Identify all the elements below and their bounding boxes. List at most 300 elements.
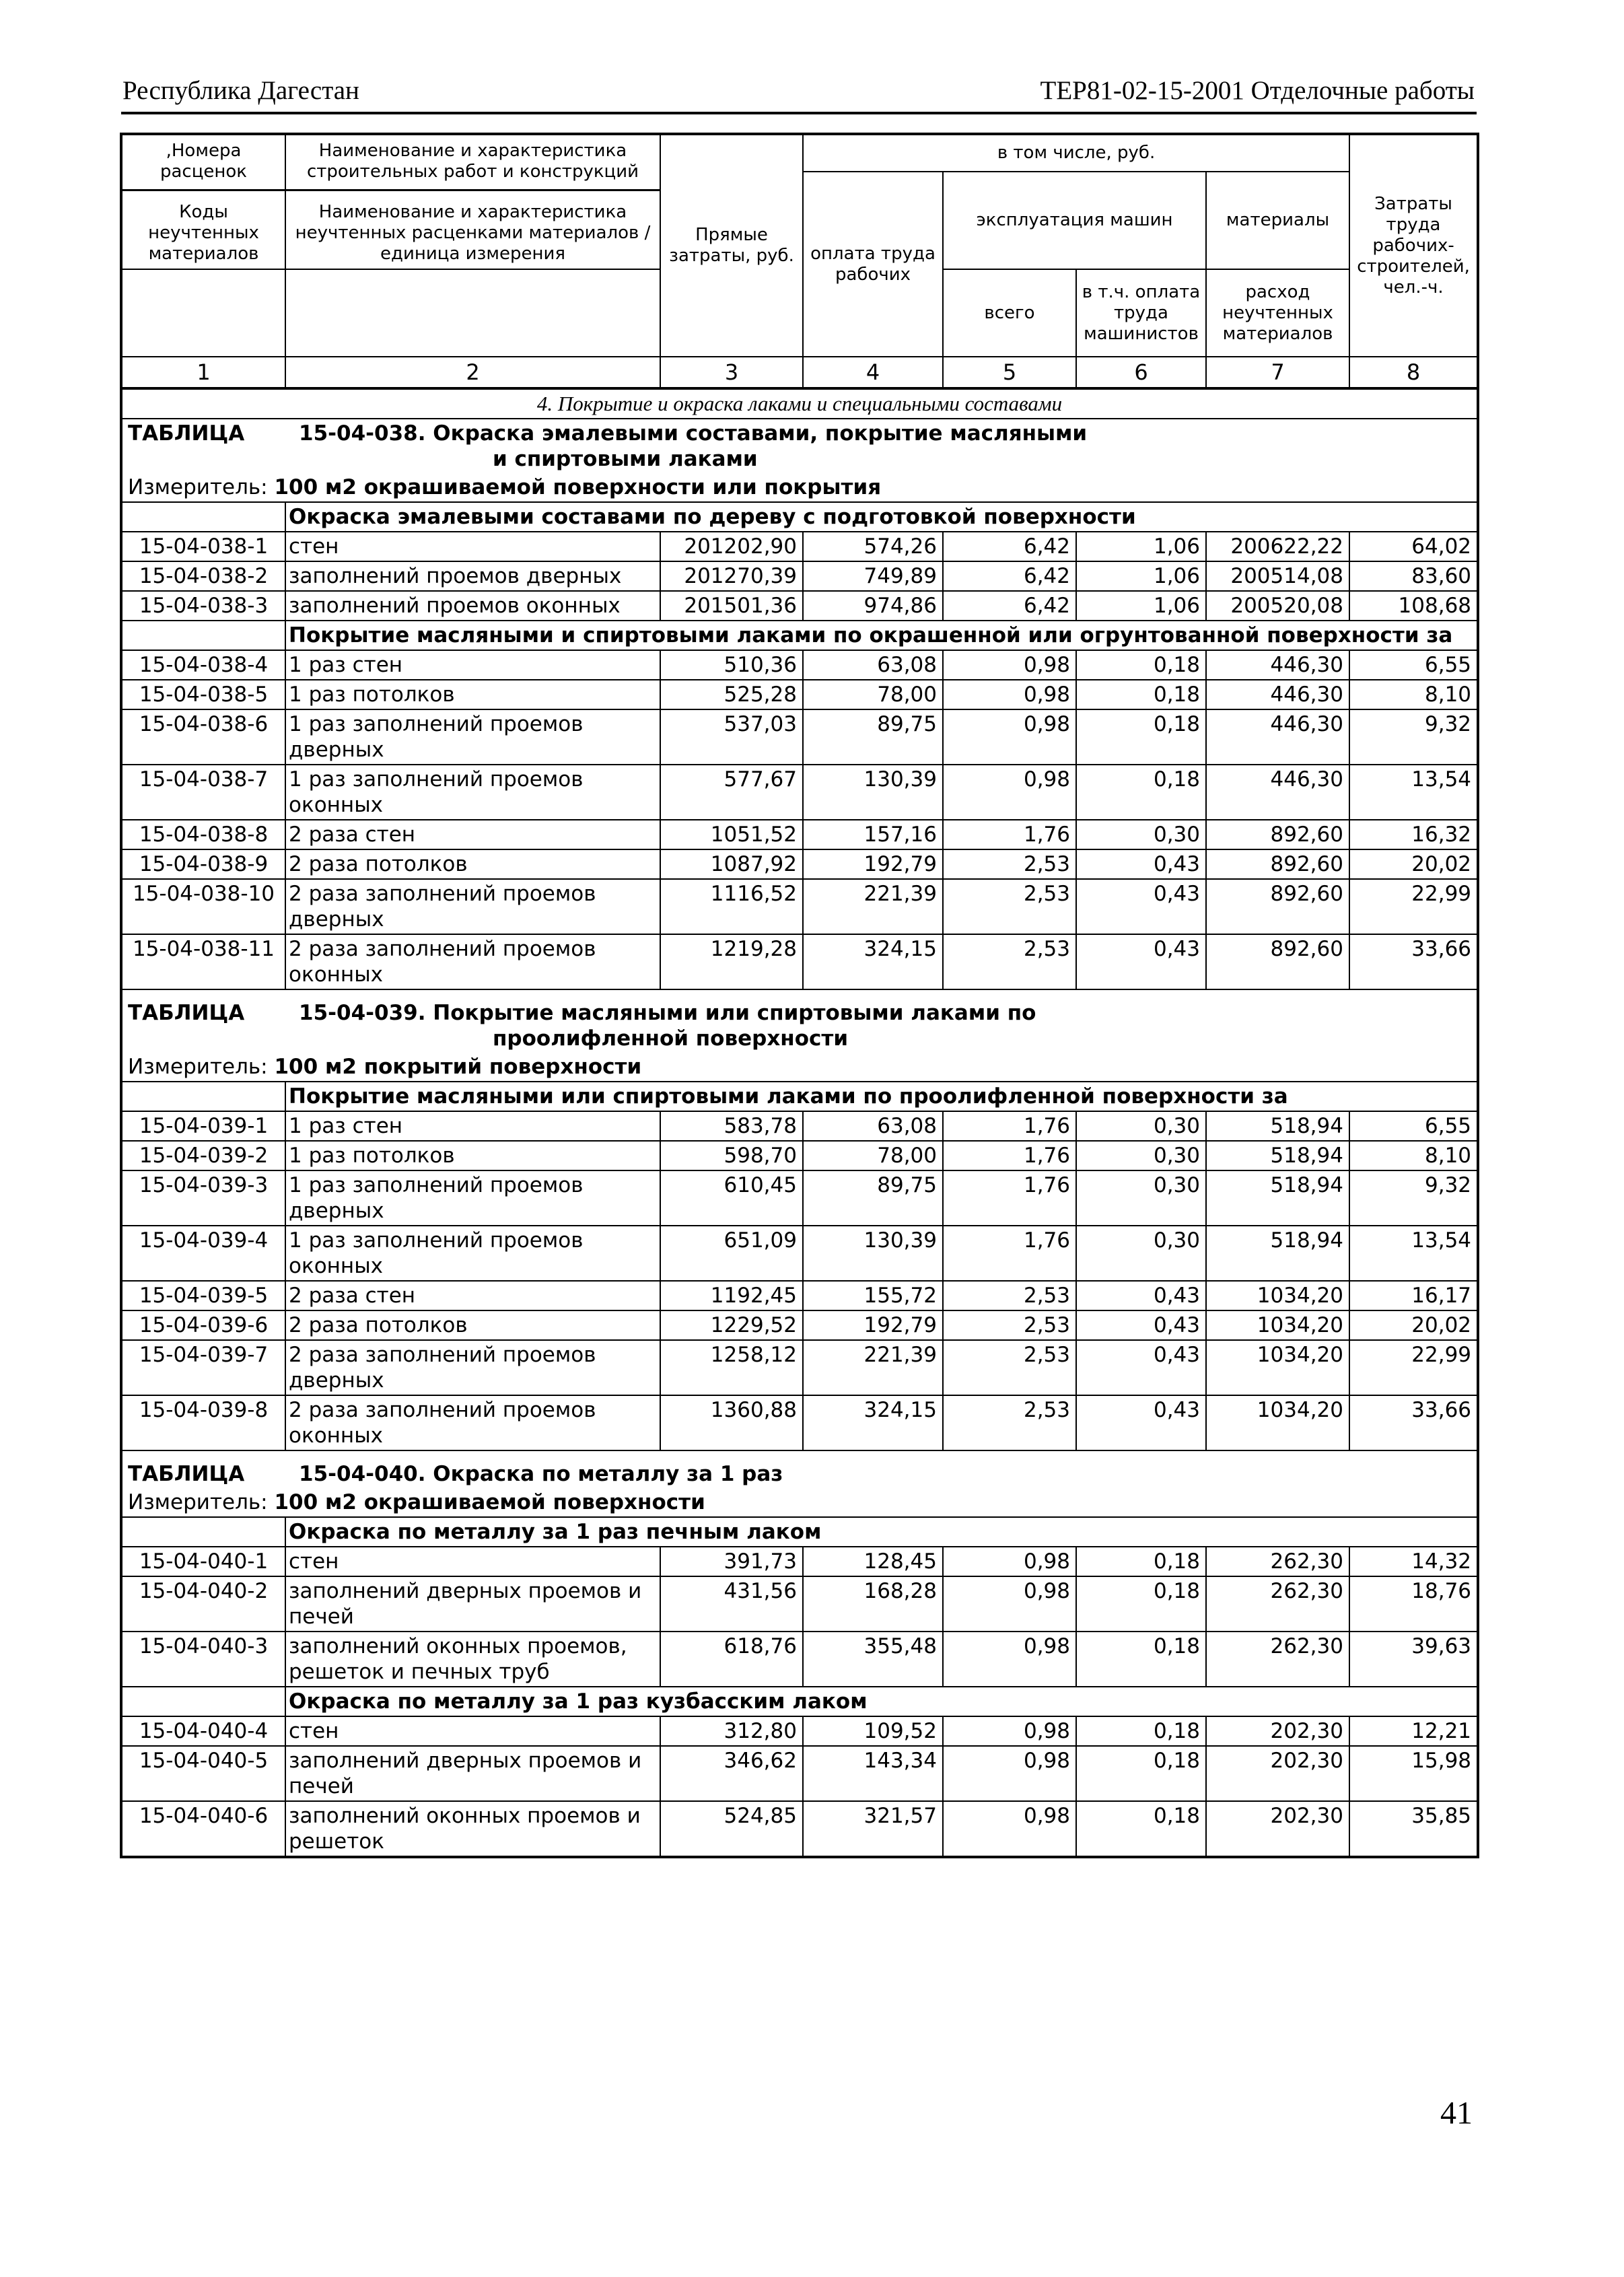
machines-total: 0,98: [943, 709, 1076, 765]
group-title-blank: [122, 621, 285, 650]
wages: 63,08: [803, 650, 943, 680]
work-name: заполнений оконных проемов и решеток: [285, 1801, 660, 1857]
machinists-wages: 1,06: [1076, 561, 1206, 591]
materials: 518,94: [1206, 1111, 1349, 1141]
direct-costs: 1051,52: [660, 820, 803, 849]
labor-hours: 6,55: [1349, 1111, 1477, 1141]
direct-costs: 651,09: [660, 1226, 803, 1281]
table-row: [122, 709, 1477, 765]
wages: 109,52: [803, 1716, 943, 1746]
work-name: заполнений оконных проемов, решеток и печных труб: [285, 1632, 660, 1687]
work-name: 1 раз стен: [285, 650, 660, 680]
machinists-wages: 0,43: [1076, 1395, 1206, 1450]
wages: 168,28: [803, 1576, 943, 1632]
materials: 518,94: [1206, 1170, 1349, 1226]
machines-total: 6,42: [943, 591, 1076, 621]
direct-costs: 610,45: [660, 1170, 803, 1226]
col-header-spacer-1: [122, 269, 285, 357]
col-header-materials-use: расход неучтенных материалов: [1206, 269, 1349, 357]
measure-value: 100 м2 окрашиваемой поверхности или покрытия: [274, 475, 882, 499]
column-number: 3: [660, 357, 803, 388]
materials: 200622,22: [1206, 532, 1349, 561]
column-number: 6: [1076, 357, 1206, 388]
work-name: 2 раза стен: [285, 1281, 660, 1310]
rate-code: 15-04-038-8: [122, 820, 285, 849]
table-title-row: [122, 999, 1477, 1053]
materials: 892,60: [1206, 849, 1349, 879]
bottom-border-cell: [122, 1857, 1477, 1858]
materials: 262,30: [1206, 1547, 1349, 1576]
rate-code: 15-04-040-6: [122, 1801, 285, 1857]
materials: 1034,20: [1206, 1281, 1349, 1310]
rate-code: 15-04-038-11: [122, 934, 285, 989]
measure-row: [122, 1488, 1477, 1517]
labor-hours: 64,02: [1349, 532, 1477, 561]
table-row: [122, 849, 1477, 879]
labor-hours: 83,60: [1349, 561, 1477, 591]
work-name: стен: [285, 1716, 660, 1746]
work-name: 1 раз заполнений проемов дверных: [285, 1170, 660, 1226]
direct-costs: 525,28: [660, 680, 803, 709]
wages: 221,39: [803, 1340, 943, 1395]
measure-unit: [122, 473, 1477, 502]
table-row: [122, 1547, 1477, 1576]
machines-total: 0,98: [943, 1576, 1076, 1632]
table-row: [122, 1141, 1477, 1170]
machinists-wages: 0,18: [1076, 1746, 1206, 1801]
table-code: 15-04-040.: [299, 1462, 426, 1486]
machines-total: 0,98: [943, 1716, 1076, 1746]
measure-label: Измеритель:: [128, 1055, 268, 1079]
table-title: [122, 419, 1477, 473]
column-numbers-row: [122, 357, 1477, 388]
labor-hours: 16,17: [1349, 1281, 1477, 1310]
table-title-row: [122, 1460, 1477, 1488]
direct-costs: 1116,52: [660, 879, 803, 934]
rate-code: 15-04-038-3: [122, 591, 285, 621]
rate-code: 15-04-040-5: [122, 1746, 285, 1801]
col-header-wages: оплата труда рабочих: [803, 172, 943, 357]
machinists-wages: 0,30: [1076, 1141, 1206, 1170]
work-name: 1 раз заполнений проемов оконных: [285, 1226, 660, 1281]
group-title: Покрытие масляными и спиртовыми лаками по окрашенной или огрунтованной поверхности за: [285, 621, 1477, 650]
column-number: 4: [803, 357, 943, 388]
labor-hours: 8,10: [1349, 680, 1477, 709]
table-title: [122, 999, 1477, 1053]
table-row: [122, 820, 1477, 849]
machinists-wages: 0,18: [1076, 709, 1206, 765]
direct-costs: 201270,39: [660, 561, 803, 591]
labor-hours: 33,66: [1349, 1395, 1477, 1450]
labor-hours: 33,66: [1349, 934, 1477, 989]
labor-hours: 39,63: [1349, 1632, 1477, 1687]
wages: 749,89: [803, 561, 943, 591]
measure-value: 100 м2 окрашиваемой поверхности: [274, 1490, 705, 1514]
direct-costs: 524,85: [660, 1801, 803, 1857]
table-row: [122, 1746, 1477, 1801]
wages: 324,15: [803, 934, 943, 989]
work-name: 2 раза заполнений проемов дверных: [285, 1340, 660, 1395]
work-name: заполнений проемов дверных: [285, 561, 660, 591]
machinists-wages: 0,18: [1076, 680, 1206, 709]
table-label: ТАБЛИЦА: [128, 421, 245, 446]
wages: 355,48: [803, 1632, 943, 1687]
machines-total: 0,98: [943, 1547, 1076, 1576]
machines-total: 1,76: [943, 1226, 1076, 1281]
table-label: ТАБЛИЦА: [128, 1001, 245, 1025]
col-header-spacer-2: [285, 269, 660, 357]
group-title-blank: [122, 1687, 285, 1716]
work-name: заполнений дверных проемов и печей: [285, 1576, 660, 1632]
rate-code: 15-04-039-4: [122, 1226, 285, 1281]
machinists-wages: 0,43: [1076, 1281, 1206, 1310]
col-header-direct-costs: Прямые затраты, руб.: [660, 135, 803, 357]
machinists-wages: 1,06: [1076, 591, 1206, 621]
table-row: [122, 1281, 1477, 1310]
table-code: 15-04-038.: [299, 421, 426, 446]
wages: 155,72: [803, 1281, 943, 1310]
wages: 128,45: [803, 1547, 943, 1576]
machinists-wages: 0,43: [1076, 1310, 1206, 1340]
materials: 518,94: [1206, 1141, 1349, 1170]
wages: 130,39: [803, 1226, 943, 1281]
table-row: [122, 1716, 1477, 1746]
table-title-line2: проолифленной поверхности: [493, 1026, 849, 1051]
work-name: стен: [285, 1547, 660, 1576]
rate-code: 15-04-038-6: [122, 709, 285, 765]
section-title: 4. Покрытие и окраска лаками и специальными составами: [122, 389, 1477, 419]
machines-total: 2,53: [943, 1395, 1076, 1450]
work-name: стен: [285, 532, 660, 561]
direct-costs: 1087,92: [660, 849, 803, 879]
rate-code: 15-04-038-1: [122, 532, 285, 561]
machinists-wages: 0,18: [1076, 1716, 1206, 1746]
work-name: 1 раз заполнений проемов оконных: [285, 765, 660, 820]
direct-costs: 346,62: [660, 1746, 803, 1801]
labor-hours: 22,99: [1349, 879, 1477, 934]
wages: 192,79: [803, 1310, 943, 1340]
col-header-codes: ,Номера расценок Коды неучтенных материалов: [122, 135, 285, 269]
col-header-machines-total: всего: [943, 269, 1076, 357]
wages: 143,34: [803, 1746, 943, 1801]
materials: 892,60: [1206, 820, 1349, 849]
group-title-row: [122, 1687, 1477, 1716]
labor-hours: 22,99: [1349, 1340, 1477, 1395]
materials: 446,30: [1206, 680, 1349, 709]
direct-costs: 618,76: [660, 1632, 803, 1687]
machinists-wages: 1,06: [1076, 532, 1206, 561]
materials: 262,30: [1206, 1632, 1349, 1687]
materials: 202,30: [1206, 1716, 1349, 1746]
group-title-blank: [122, 1082, 285, 1111]
table-title-line1: Окраска эмалевыми составами, покрытие масляными: [433, 421, 1088, 446]
materials: 1034,20: [1206, 1395, 1349, 1450]
rate-code: 15-04-039-1: [122, 1111, 285, 1141]
table-row: [122, 1226, 1477, 1281]
work-name: 1 раз потолков: [285, 1141, 660, 1170]
direct-costs: 1360,88: [660, 1395, 803, 1450]
table-row: [122, 1801, 1477, 1857]
machinists-wages: 0,43: [1076, 934, 1206, 989]
wages: 89,75: [803, 709, 943, 765]
direct-costs: 1229,52: [660, 1310, 803, 1340]
measure-unit: [122, 1053, 1477, 1082]
machines-total: 2,53: [943, 1281, 1076, 1310]
wages: 321,57: [803, 1801, 943, 1857]
measure-unit: [122, 1488, 1477, 1517]
col-header-materials: материалы: [1206, 172, 1349, 269]
group-title-row: [122, 1517, 1477, 1547]
labor-hours: 8,10: [1349, 1141, 1477, 1170]
rate-code: 15-04-040-4: [122, 1716, 285, 1746]
machinists-wages: 0,18: [1076, 1547, 1206, 1576]
direct-costs: 201202,90: [660, 532, 803, 561]
column-number: 5: [943, 357, 1076, 388]
work-name: 2 раза заполнений проемов дверных: [285, 879, 660, 934]
materials: 1034,20: [1206, 1340, 1349, 1395]
table-code: 15-04-039.: [299, 1001, 426, 1025]
materials: 518,94: [1206, 1226, 1349, 1281]
machines-total: 0,98: [943, 765, 1076, 820]
table-row: [122, 879, 1477, 934]
labor-hours: 35,85: [1349, 1801, 1477, 1857]
price-sheet: [120, 133, 1479, 1858]
machines-total: 0,98: [943, 1801, 1076, 1857]
section-title-row: [122, 389, 1477, 419]
table-label: ТАБЛИЦА: [128, 1462, 245, 1486]
rate-code: 15-04-039-6: [122, 1310, 285, 1340]
column-number: 7: [1206, 357, 1349, 388]
work-name: 1 раз заполнений проемов дверных: [285, 709, 660, 765]
direct-costs: 537,03: [660, 709, 803, 765]
column-number: 2: [285, 357, 660, 388]
col-header-machinists: в т.ч. оплата труда машинистов: [1076, 269, 1206, 357]
wages: 574,26: [803, 532, 943, 561]
direct-costs: 431,56: [660, 1576, 803, 1632]
table-spacer: [122, 989, 1477, 999]
machines-total: 1,76: [943, 1170, 1076, 1226]
labor-hours: 20,02: [1349, 849, 1477, 879]
direct-costs: 391,73: [660, 1547, 803, 1576]
wages: 130,39: [803, 765, 943, 820]
wages: 974,86: [803, 591, 943, 621]
rate-code: 15-04-040-3: [122, 1632, 285, 1687]
rate-code: 15-04-040-1: [122, 1547, 285, 1576]
price-table-body: [122, 388, 1477, 1858]
group-title: Окраска по металлу за 1 раз печным лаком: [285, 1517, 1477, 1547]
work-name: 2 раза заполнений проемов оконных: [285, 1395, 660, 1450]
page-number: 41: [1440, 2095, 1473, 2131]
direct-costs: 1219,28: [660, 934, 803, 989]
page-header-document: ТЕР81-02-15-2001 Отделочные работы: [1040, 76, 1475, 105]
machines-total: 6,42: [943, 561, 1076, 591]
rate-code: 15-04-038-2: [122, 561, 285, 591]
table-row: [122, 1111, 1477, 1141]
table-row: [122, 1340, 1477, 1395]
machines-total: 6,42: [943, 532, 1076, 561]
table-spacer: [122, 1450, 1477, 1460]
table-row: [122, 1310, 1477, 1340]
machines-total: 1,76: [943, 820, 1076, 849]
measure-row: [122, 1053, 1477, 1082]
rate-code: 15-04-040-2: [122, 1576, 285, 1632]
machinists-wages: 0,43: [1076, 849, 1206, 879]
group-title-blank: [122, 1517, 285, 1547]
machinists-wages: 0,18: [1076, 1801, 1206, 1857]
machinists-wages: 0,43: [1076, 1340, 1206, 1395]
wages: 192,79: [803, 849, 943, 879]
work-name: 1 раз стен: [285, 1111, 660, 1141]
direct-costs: 598,70: [660, 1141, 803, 1170]
rate-code: 15-04-039-5: [122, 1281, 285, 1310]
materials: 202,30: [1206, 1801, 1349, 1857]
table-row: [122, 591, 1477, 621]
group-title-blank: [122, 502, 285, 532]
machines-total: 2,53: [943, 1340, 1076, 1395]
table-title-line2: и спиртовыми лаками: [493, 447, 758, 471]
measure-label: Измеритель:: [128, 475, 268, 499]
wages: 221,39: [803, 879, 943, 934]
work-name: 2 раза потолков: [285, 1310, 660, 1340]
column-number: 8: [1349, 357, 1477, 388]
machinists-wages: 0,30: [1076, 1111, 1206, 1141]
col-header-machines: эксплуатация машин: [943, 172, 1206, 269]
spacer-cell: [122, 989, 1477, 999]
materials: 446,30: [1206, 650, 1349, 680]
table-row: [122, 1632, 1477, 1687]
direct-costs: 510,36: [660, 650, 803, 680]
wages: 63,08: [803, 1111, 943, 1141]
measure-label: Измеритель:: [128, 1490, 268, 1514]
table-row: [122, 561, 1477, 591]
labor-hours: 20,02: [1349, 1310, 1477, 1340]
col-header-incl: в том числе, руб.: [803, 135, 1349, 172]
table-title-line1: Окраска по металлу за 1 раз: [433, 1462, 783, 1486]
machinists-wages: 0,18: [1076, 1576, 1206, 1632]
work-name: 2 раза стен: [285, 820, 660, 849]
direct-costs: 577,67: [660, 765, 803, 820]
table-title: [122, 1460, 1477, 1488]
spacer-cell: [122, 1450, 1477, 1460]
wages: 89,75: [803, 1170, 943, 1226]
wages: 78,00: [803, 680, 943, 709]
rate-code: 15-04-038-5: [122, 680, 285, 709]
rate-code: 15-04-038-7: [122, 765, 285, 820]
table-row: [122, 1576, 1477, 1632]
group-title: Окраска эмалевыми составами по дереву с подготовкой поверхности: [285, 502, 1477, 532]
group-title-row: [122, 621, 1477, 650]
direct-costs: 1192,45: [660, 1281, 803, 1310]
group-title-row: [122, 1082, 1477, 1111]
work-name: 1 раз потолков: [285, 680, 660, 709]
direct-costs: 1258,12: [660, 1340, 803, 1395]
labor-hours: 16,32: [1349, 820, 1477, 849]
group-title-row: [122, 502, 1477, 532]
group-title: Покрытие масляными или спиртовыми лаками по проолифленной поверхности за: [285, 1082, 1477, 1111]
table-row: [122, 650, 1477, 680]
machinists-wages: 0,30: [1076, 1226, 1206, 1281]
rate-code: 15-04-039-8: [122, 1395, 285, 1450]
rate-code: 15-04-039-2: [122, 1141, 285, 1170]
materials: 200520,08: [1206, 591, 1349, 621]
labor-hours: 13,54: [1349, 765, 1477, 820]
column-header-table: [122, 135, 1477, 388]
direct-costs: 312,80: [660, 1716, 803, 1746]
table-title-row: [122, 419, 1477, 473]
col-header-names: Наименование и характеристика строительных работ и конструкций Наименование и характеристика неучтенных расценками материалов / единица измерения: [285, 135, 660, 269]
machines-total: 1,76: [943, 1111, 1076, 1141]
table-row: [122, 1170, 1477, 1226]
machinists-wages: 0,30: [1076, 1170, 1206, 1226]
machinists-wages: 0,18: [1076, 650, 1206, 680]
measure-row: [122, 473, 1477, 502]
page-header-region: Республика Дагестан: [122, 76, 359, 105]
table-row: [122, 934, 1477, 989]
wages: 78,00: [803, 1141, 943, 1170]
machinists-wages: 0,43: [1076, 879, 1206, 934]
machines-total: 2,53: [943, 934, 1076, 989]
work-name: 2 раза потолков: [285, 849, 660, 879]
machines-total: 0,98: [943, 680, 1076, 709]
machines-total: 0,98: [943, 1632, 1076, 1687]
machines-total: 2,53: [943, 879, 1076, 934]
direct-costs: 201501,36: [660, 591, 803, 621]
materials: 202,30: [1206, 1746, 1349, 1801]
rate-code: 15-04-039-7: [122, 1340, 285, 1395]
labor-hours: 108,68: [1349, 591, 1477, 621]
direct-costs: 583,78: [660, 1111, 803, 1141]
machines-total: 0,98: [943, 650, 1076, 680]
labor-hours: 6,55: [1349, 650, 1477, 680]
materials: 446,30: [1206, 765, 1349, 820]
labor-hours: 14,32: [1349, 1547, 1477, 1576]
table-row: [122, 532, 1477, 561]
machines-total: 2,53: [943, 849, 1076, 879]
materials: 200514,08: [1206, 561, 1349, 591]
measure-value: 100 м2 покрытий поверхности: [274, 1055, 642, 1079]
labor-hours: 9,32: [1349, 709, 1477, 765]
labor-hours: 18,76: [1349, 1576, 1477, 1632]
table-title-line1: Покрытие масляными или спиртовыми лаками по: [433, 1001, 1036, 1025]
labor-hours: 15,98: [1349, 1746, 1477, 1801]
machinists-wages: 0,30: [1076, 820, 1206, 849]
wages: 157,16: [803, 820, 943, 849]
materials: 262,30: [1206, 1576, 1349, 1632]
group-title: Окраска по металлу за 1 раз кузбасским лаком: [285, 1687, 1477, 1716]
materials: 892,60: [1206, 934, 1349, 989]
machinists-wages: 0,18: [1076, 1632, 1206, 1687]
rate-code: 15-04-038-9: [122, 849, 285, 879]
machines-total: 1,76: [943, 1141, 1076, 1170]
rate-code: 15-04-038-10: [122, 879, 285, 934]
rate-code: 15-04-039-3: [122, 1170, 285, 1226]
work-name: заполнений дверных проемов и печей: [285, 1746, 660, 1801]
work-name: заполнений проемов оконных: [285, 591, 660, 621]
machinists-wages: 0,18: [1076, 765, 1206, 820]
col-header-labor-hours: Затраты труда рабочих-строителей, чел.-ч.: [1349, 135, 1477, 357]
materials: 892,60: [1206, 879, 1349, 934]
materials: 446,30: [1206, 709, 1349, 765]
header-rule: [121, 112, 1477, 114]
labor-hours: 12,21: [1349, 1716, 1477, 1746]
materials: 1034,20: [1206, 1310, 1349, 1340]
column-number: 1: [122, 357, 285, 388]
table-bottom-border: [122, 1857, 1477, 1858]
machines-total: 2,53: [943, 1310, 1076, 1340]
work-name: 2 раза заполнений проемов оконных: [285, 934, 660, 989]
wages: 324,15: [803, 1395, 943, 1450]
table-row: [122, 1395, 1477, 1450]
